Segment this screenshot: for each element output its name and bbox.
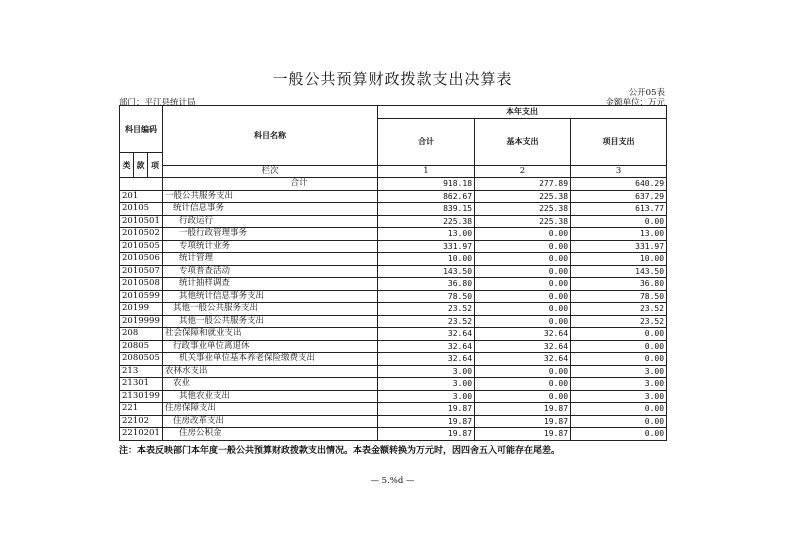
header-kuan: 款 [134, 153, 148, 178]
row-basic: 0.00 [475, 365, 571, 378]
row-total: 10.00 [378, 253, 475, 266]
row-total: 225.38 [378, 215, 475, 228]
row-basic: 19.87 [475, 428, 571, 441]
row-code: 2010506 [120, 253, 163, 266]
row-name: 其他农业支出 [163, 390, 378, 403]
row-name: 社会保障和就业支出 [163, 328, 378, 341]
row-project: 0.00 [571, 215, 667, 228]
header-current-year: 本年支出 [378, 106, 667, 119]
total-project: 640.29 [571, 178, 667, 191]
row-name: 行政事业单位离退休 [163, 340, 378, 353]
row-name: 住房改革支出 [163, 415, 378, 428]
row-project: 331.97 [571, 240, 667, 253]
row-code: 201 [120, 190, 163, 203]
row-name: 专项统计业务 [163, 240, 378, 253]
row-basic: 0.00 [475, 265, 571, 278]
row-basic: 0.00 [475, 228, 571, 241]
table-row [120, 328, 667, 341]
row-project: 10.00 [571, 253, 667, 266]
row-project: 0.00 [571, 403, 667, 416]
row-total: 3.00 [378, 378, 475, 391]
row-project: 3.00 [571, 378, 667, 391]
total-amount: 918.18 [378, 178, 475, 191]
table-row [120, 303, 667, 316]
report-title: 一般公共预算财政拨款支出决算表 [272, 70, 513, 88]
table-row [120, 390, 667, 403]
row-basic: 32.64 [475, 340, 571, 353]
row-total: 32.64 [378, 340, 475, 353]
row-project: 0.00 [571, 428, 667, 441]
row-basic: 32.64 [475, 328, 571, 341]
row-code: 2010502 [120, 228, 163, 241]
row-total: 143.50 [378, 265, 475, 278]
table-row [120, 190, 667, 203]
row-project: 0.00 [571, 415, 667, 428]
row-project: 613.77 [571, 203, 667, 216]
table-row [120, 378, 667, 391]
row-code: 20805 [120, 340, 163, 353]
row-code: 2010505 [120, 240, 163, 253]
row-project: 78.50 [571, 290, 667, 303]
lanci-label: 栏次 [163, 165, 378, 178]
row-project: 3.00 [571, 365, 667, 378]
table-row [120, 265, 667, 278]
table-row [120, 365, 667, 378]
row-code: 22102 [120, 415, 163, 428]
row-basic: 225.38 [475, 215, 571, 228]
row-basic: 0.00 [475, 390, 571, 403]
row-total: 839.15 [378, 203, 475, 216]
row-name: 农林水支出 [163, 365, 378, 378]
header-basic: 基本支出 [475, 118, 571, 165]
table-row [120, 353, 667, 366]
total-row [120, 178, 667, 191]
row-project: 23.52 [571, 303, 667, 316]
row-name: 其他一般公共服务支出 [163, 303, 378, 316]
table-row [120, 253, 667, 266]
row-project: 637.29 [571, 190, 667, 203]
table-row [120, 240, 667, 253]
row-project: 0.00 [571, 340, 667, 353]
row-basic: 0.00 [475, 240, 571, 253]
row-project: 23.52 [571, 315, 667, 328]
row-project: 36.80 [571, 278, 667, 291]
row-basic: 225.38 [475, 203, 571, 216]
row-name: 住房公积金 [163, 428, 378, 441]
row-basic: 0.00 [475, 278, 571, 291]
row-project: 0.00 [571, 353, 667, 366]
row-name: 统计管理 [163, 253, 378, 266]
row-name: 一般行政管理事务 [163, 228, 378, 241]
row-code: 208 [120, 328, 163, 341]
row-basic: 19.87 [475, 415, 571, 428]
row-total: 331.97 [378, 240, 475, 253]
table-row [120, 203, 667, 216]
row-basic: 0.00 [475, 315, 571, 328]
row-project: 143.50 [571, 265, 667, 278]
row-basic: 32.64 [475, 353, 571, 366]
table-row [120, 278, 667, 291]
row-code: 2080505 [120, 353, 163, 366]
header-project: 项目支出 [571, 118, 667, 165]
table-row [120, 215, 667, 228]
row-total: 23.52 [378, 315, 475, 328]
row-project: 3.00 [571, 390, 667, 403]
row-name: 住房保障支出 [163, 403, 378, 416]
row-code: 2010599 [120, 290, 163, 303]
row-name: 其他统计信息事务支出 [163, 290, 378, 303]
header-xiang: 项 [148, 153, 163, 178]
row-name: 行政运行 [163, 215, 378, 228]
row-total: 23.52 [378, 303, 475, 316]
row-name: 其他一般公共服务支出 [163, 315, 378, 328]
department-label: 部门：平江县统计局 [119, 98, 196, 108]
row-code: 20105 [120, 203, 163, 216]
row-total: 3.00 [378, 365, 475, 378]
row-name: 一般公共服务支出 [163, 190, 378, 203]
header-total: 合计 [378, 118, 475, 165]
table-row [120, 428, 667, 441]
row-total: 13.00 [378, 228, 475, 241]
row-code: 2130199 [120, 390, 163, 403]
row-total: 862.67 [378, 190, 475, 203]
row-basic: 0.00 [475, 303, 571, 316]
row-name: 机关事业单位基本养老保险缴费支出 [163, 353, 378, 366]
row-basic: 0.00 [475, 253, 571, 266]
row-total: 19.87 [378, 403, 475, 416]
row-project: 0.00 [571, 328, 667, 341]
page-number: — 5.%d — [370, 476, 415, 486]
table-row [120, 340, 667, 353]
row-name: 统计信息事务 [163, 203, 378, 216]
table-row [120, 315, 667, 328]
table-row [120, 228, 667, 241]
header-subject-code: 科目编码 [120, 106, 163, 153]
row-total: 19.87 [378, 415, 475, 428]
row-code: 2010508 [120, 278, 163, 291]
row-code: 2010507 [120, 265, 163, 278]
form-code: 公开05表 [628, 88, 665, 98]
unit-label: 金额单位：万元 [605, 98, 665, 108]
header-subject-name: 科目名称 [163, 106, 378, 166]
row-total: 3.00 [378, 390, 475, 403]
row-code: 213 [120, 365, 163, 378]
row-project: 13.00 [571, 228, 667, 241]
row-name: 统计抽样调查 [163, 278, 378, 291]
row-name: 专项普查活动 [163, 265, 378, 278]
footnote: 注：本表反映部门本年度一般公共预算财政拨款支出情况。本表金额转换为万元时，因四舍五入可能存在尾差。 [119, 446, 561, 456]
row-code: 221 [120, 403, 163, 416]
row-code: 2210201 [120, 428, 163, 441]
col-number-1: 1 [378, 165, 475, 178]
row-basic: 0.00 [475, 378, 571, 391]
row-total: 32.64 [378, 328, 475, 341]
total-basic: 277.89 [475, 178, 571, 191]
header-lei: 类 [120, 153, 134, 178]
row-name: 农业 [163, 378, 378, 391]
row-basic: 19.87 [475, 403, 571, 416]
table-row [120, 403, 667, 416]
row-basic: 0.00 [475, 290, 571, 303]
row-code: 20199 [120, 303, 163, 316]
row-code: 2019999 [120, 315, 163, 328]
table-row [120, 290, 667, 303]
row-total: 19.87 [378, 428, 475, 441]
row-basic: 225.38 [475, 190, 571, 203]
row-code: 2010501 [120, 215, 163, 228]
row-total: 78.50 [378, 290, 475, 303]
col-number-2: 2 [475, 165, 571, 178]
row-total: 36.80 [378, 278, 475, 291]
col-number-3: 3 [571, 165, 667, 178]
table-row [120, 415, 667, 428]
row-code: 21301 [120, 378, 163, 391]
row-total: 32.64 [378, 353, 475, 366]
expenditure-table [119, 105, 667, 441]
total-label: 合计 [163, 178, 378, 191]
